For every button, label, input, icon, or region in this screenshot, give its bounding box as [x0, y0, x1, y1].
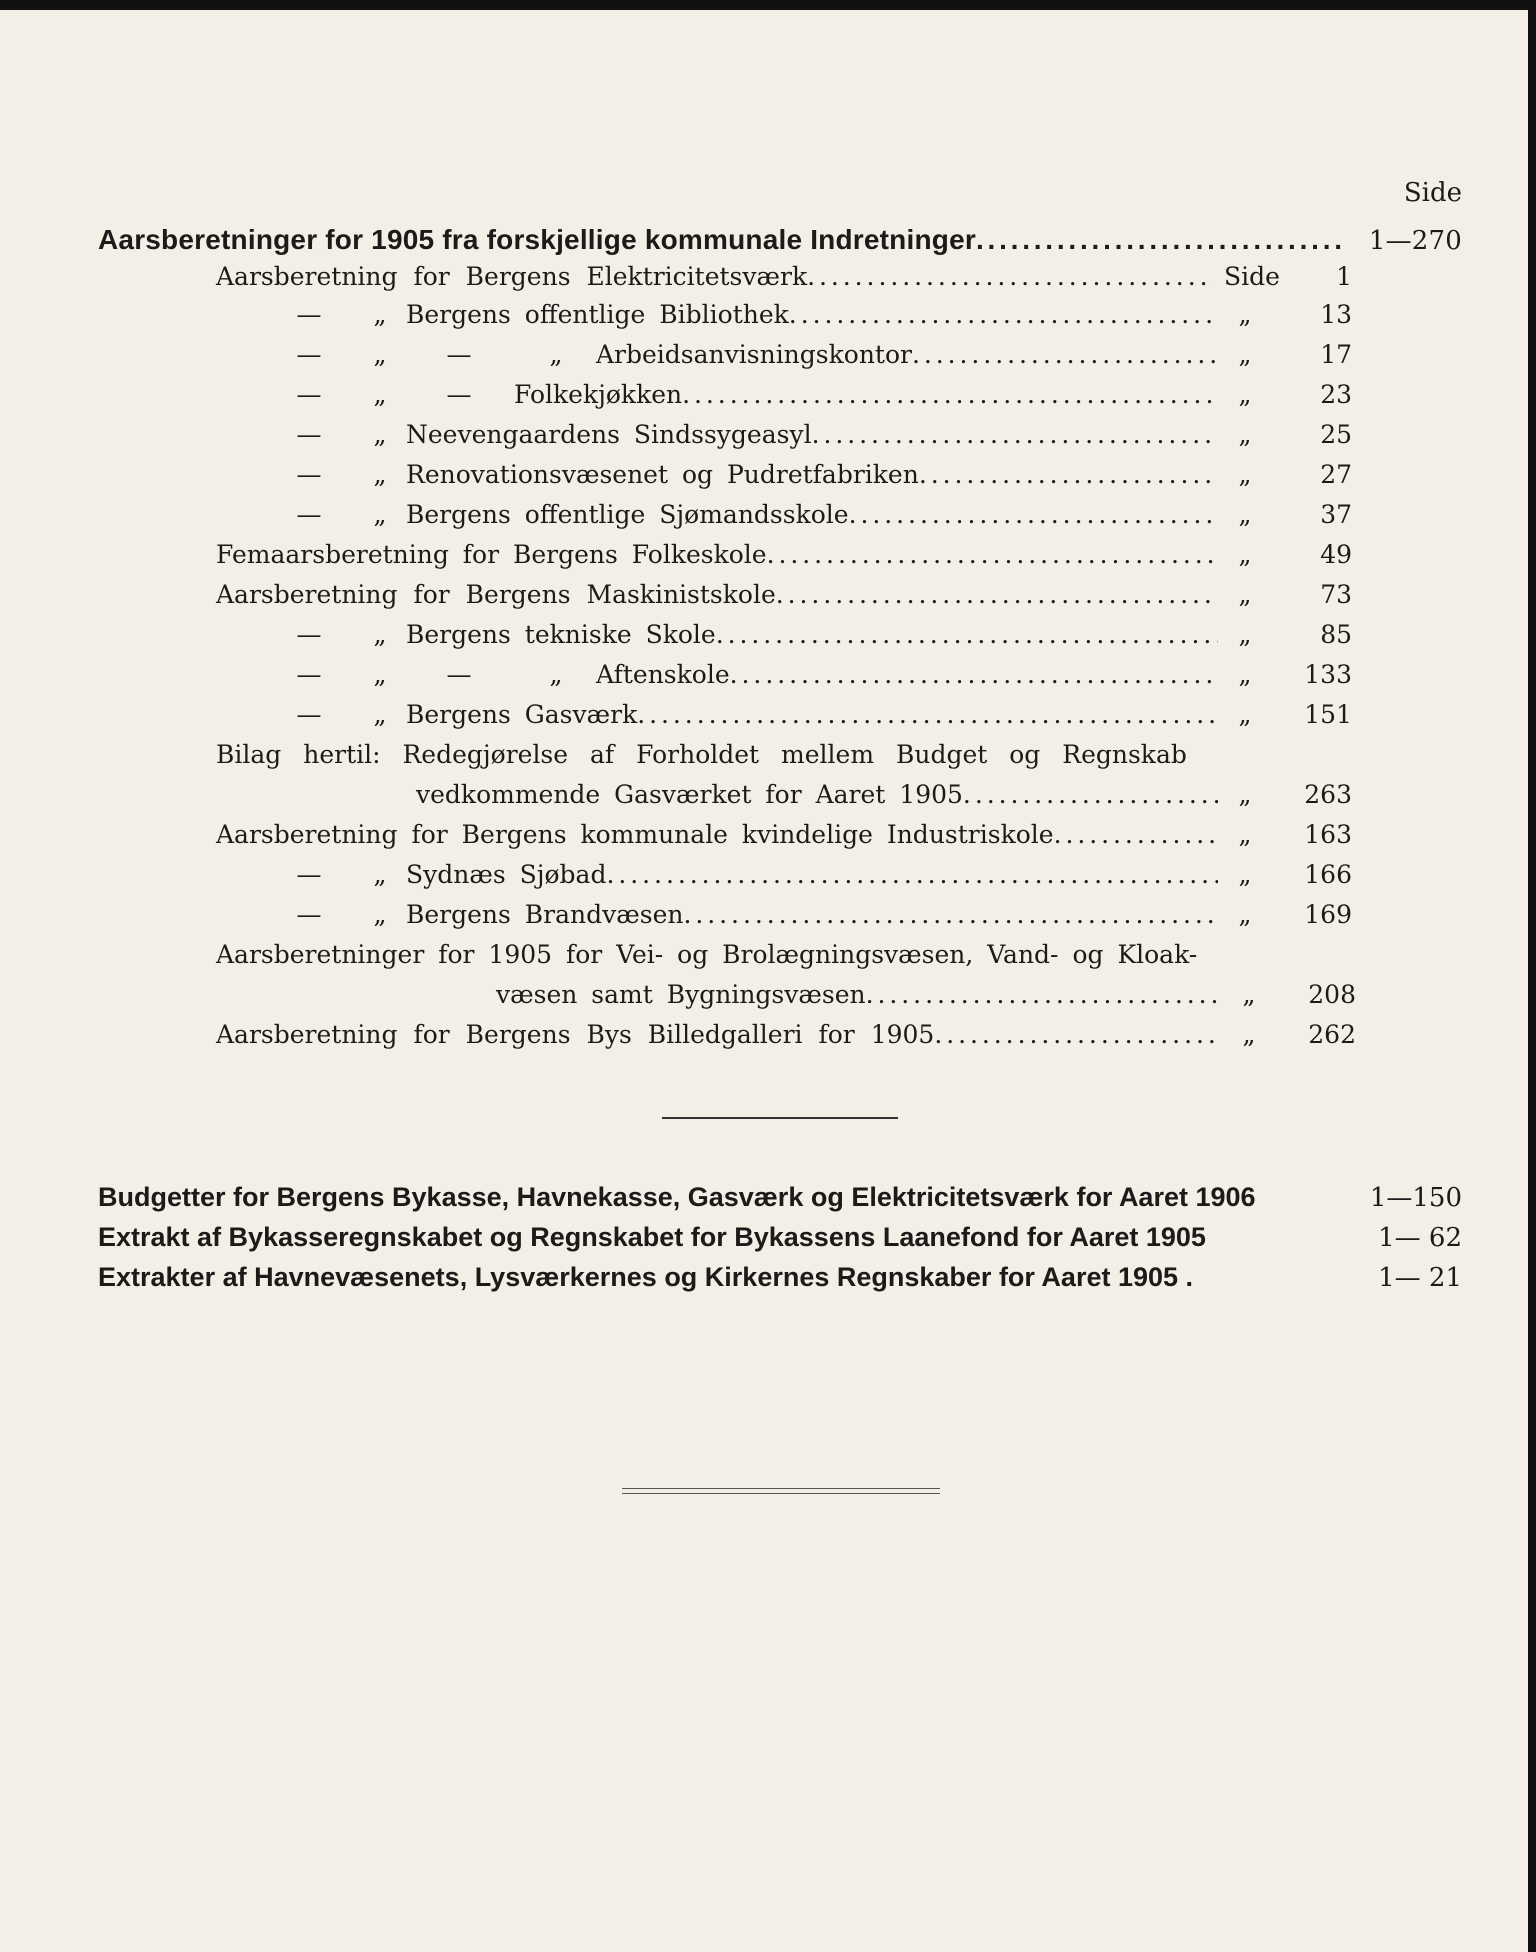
entry-page: 85: [1320, 620, 1352, 649]
budget-pages: 1—150: [1369, 1183, 1462, 1213]
entry-ref: „: [1238, 620, 1252, 649]
toc-entry: [216, 540, 1352, 578]
entry-ref: „: [1238, 460, 1252, 489]
scan-border-top: [0, 0, 1536, 10]
leader-dots: [730, 660, 1218, 689]
leader-dots: [866, 980, 1222, 1009]
entry-text: Aarsberetninger for 1905 for Vei- og Brolægningsvæsen, Vand- og Kloak-: [216, 940, 1198, 969]
toc-entry: [416, 780, 1352, 818]
entry-page: 27: [1320, 460, 1352, 489]
leader-dots: [682, 380, 1218, 409]
ditto-dash: —: [296, 660, 322, 689]
ditto-dash: —: [446, 660, 472, 689]
entry-page: 13: [1320, 300, 1352, 329]
ditto-dash: —: [296, 460, 322, 489]
ditto-mark: „: [373, 660, 387, 689]
leader-dots: [849, 500, 1218, 529]
ditto-mark: „: [549, 340, 563, 369]
toc-entry: [286, 460, 1352, 498]
ditto-mark: „: [373, 860, 387, 889]
entry-text: Bergens Brandvæsen: [406, 900, 684, 929]
toc-entry: [286, 900, 1352, 938]
entry-text: Renovationsvæsenet og Pudretfabriken: [406, 460, 919, 489]
entry-text: Arbeidsanvisningskontor: [596, 340, 912, 369]
ditto-dash: —: [446, 340, 472, 369]
toc-entry: [216, 820, 1352, 858]
toc-entry: [286, 620, 1352, 658]
entry-ref: „: [1238, 500, 1252, 529]
side-column-label: Side: [1403, 178, 1462, 208]
entry-ref: „: [1238, 860, 1252, 889]
leader-dots: [776, 580, 1218, 609]
leader-dots: [934, 1020, 1222, 1049]
entry-ref: „: [1238, 540, 1252, 569]
entry-page: 169: [1304, 900, 1352, 929]
ditto-mark: „: [549, 660, 563, 689]
ditto-mark: „: [373, 380, 387, 409]
main-section-heading: [98, 224, 1462, 264]
entry-page: 262: [1308, 1020, 1356, 1049]
entry-text: Sydnæs Sjøbad: [406, 860, 607, 889]
entry-page: 166: [1304, 860, 1352, 889]
ditto-dash: —: [296, 380, 322, 409]
entry-ref: „: [1238, 700, 1252, 729]
closing-double-rule: [622, 1488, 940, 1494]
entry-text: væsen samt Bygningsvæsen: [496, 980, 866, 1009]
entry-text: Aarsberetning for Bergens Bys Billedgalleri for 1905: [216, 1020, 935, 1049]
entry-ref: „: [1238, 660, 1252, 689]
toc-entry: [216, 1020, 1356, 1058]
entry-ref: Side: [1224, 262, 1280, 291]
ditto-mark: „: [373, 620, 387, 649]
entry-page: 151: [1304, 700, 1352, 729]
entry-ref: „: [1238, 900, 1252, 929]
ditto-dash: —: [296, 860, 322, 889]
budget-line: [98, 1222, 1462, 1262]
leader-dots: [789, 300, 1218, 329]
entry-page: 133: [1304, 660, 1352, 689]
entry-page: 37: [1320, 500, 1352, 529]
ditto-dash: —: [296, 900, 322, 929]
entry-ref: „: [1238, 580, 1252, 609]
ditto-mark: „: [373, 900, 387, 929]
toc-entry: [496, 980, 1356, 1018]
toc-entry: [286, 300, 1352, 338]
entry-text: Aarsberetning for Bergens Elektricitetsværk: [216, 262, 808, 291]
ditto-dash: —: [296, 620, 322, 649]
entry-ref: „: [1242, 1020, 1256, 1049]
budget-pages: 1— 21: [1378, 1263, 1462, 1293]
entry-ref: „: [1238, 300, 1252, 329]
entry-text: Bergens offentlige Bibliothek: [406, 300, 789, 329]
entry-text: Folkekjøkken: [514, 380, 683, 409]
entry-page: 208: [1308, 980, 1356, 1009]
toc-entry: [286, 420, 1352, 458]
ditto-dash: —: [446, 380, 472, 409]
leader-dots: [963, 780, 1218, 809]
entry-text: Aarsberetning for Bergens kommunale kvindelige Industriskole: [216, 820, 1054, 849]
leader-dots: [716, 620, 1218, 649]
ditto-dash: —: [296, 300, 322, 329]
entry-ref: „: [1238, 780, 1252, 809]
toc-entry: [286, 860, 1352, 898]
entry-text: Aftenskole: [596, 660, 730, 689]
document-page: [0, 10, 1528, 1952]
entry-page: 1: [1336, 262, 1352, 291]
scan-border-right: [1528, 0, 1536, 1952]
entry-ref: „: [1242, 980, 1256, 1009]
toc-entry: [286, 340, 1352, 378]
entry-page: 23: [1320, 380, 1352, 409]
entry-page: 263: [1304, 780, 1352, 809]
entry-page: 25: [1320, 420, 1352, 449]
toc-entry: [286, 700, 1352, 738]
toc-entry: [216, 262, 1352, 300]
entry-text: Femaarsberetning for Bergens Folkeskole: [216, 540, 767, 569]
entry-page: 73: [1320, 580, 1352, 609]
entry-page: 17: [1320, 340, 1352, 369]
leader-dots: [912, 340, 1218, 369]
leader-dots: [637, 700, 1218, 729]
leader-dots: [683, 900, 1218, 929]
leader-dots: [976, 224, 1344, 256]
main-heading-pages: 1—270: [1368, 226, 1462, 256]
entry-page: 163: [1304, 820, 1352, 849]
budget-pages: 1— 62: [1378, 1223, 1462, 1253]
main-heading-text: Aarsberetninger for 1905 fra forskjellige kommunale Indretninger: [98, 224, 976, 255]
section-divider: [662, 1117, 898, 1119]
toc-entry: [216, 580, 1352, 618]
budget-text: Budgetter for Bergens Bykasse, Havnekasse, Gasværk og Elektricitetsværk for Aaret 1906: [98, 1182, 1256, 1212]
entry-text: Aarsberetning for Bergens Maskinistskole: [216, 580, 776, 609]
ditto-mark: „: [373, 300, 387, 329]
entry-text: Bergens offentlige Sjømandsskole: [406, 500, 849, 529]
budget-line: [98, 1182, 1462, 1222]
toc-entry: [286, 500, 1352, 538]
ditto-mark: „: [373, 420, 387, 449]
leader-dots: [919, 460, 1218, 489]
entry-text: Bergens tekniske Skole: [406, 620, 716, 649]
ditto-dash: —: [296, 500, 322, 529]
ditto-mark: „: [373, 500, 387, 529]
budget-line: [98, 1262, 1462, 1302]
toc-entry: [216, 740, 1208, 778]
toc-entry: [216, 940, 1216, 978]
ditto-dash: —: [296, 340, 322, 369]
leader-dots: [606, 860, 1218, 889]
ditto-dash: —: [296, 700, 322, 729]
entry-text: Bilag hertil: Redegjørelse af Forholdet mellem Budget og Regnskab: [216, 740, 1187, 769]
budget-text: Extrakt af Bykasseregnskabet og Regnskabet for Bykassens Laanefond for Aaret 1905: [98, 1222, 1206, 1252]
ditto-mark: „: [373, 460, 387, 489]
ditto-dash: —: [296, 420, 322, 449]
budget-text: Extrakter af Havnevæsenets, Lysværkernes og Kirkernes Regnskaber for Aaret 1905 .: [98, 1262, 1194, 1292]
ditto-mark: „: [373, 340, 387, 369]
entry-text: Neevengaardens Sindssygeasyl: [406, 420, 812, 449]
entry-ref: „: [1238, 420, 1252, 449]
toc-entry: [286, 660, 1352, 698]
entry-text: Bergens Gasværk: [406, 700, 638, 729]
entry-text: vedkommende Gasværket for Aaret 1905: [416, 780, 963, 809]
leader-dots: [1054, 820, 1218, 849]
entry-ref: „: [1238, 340, 1252, 369]
leader-dots: [767, 540, 1218, 569]
leader-dots: [812, 420, 1218, 449]
leader-dots: [807, 262, 1214, 291]
entry-page: 49: [1320, 540, 1352, 569]
entry-ref: „: [1238, 820, 1252, 849]
entry-ref: „: [1238, 380, 1252, 409]
ditto-mark: „: [373, 700, 387, 729]
toc-entry: [286, 380, 1352, 418]
